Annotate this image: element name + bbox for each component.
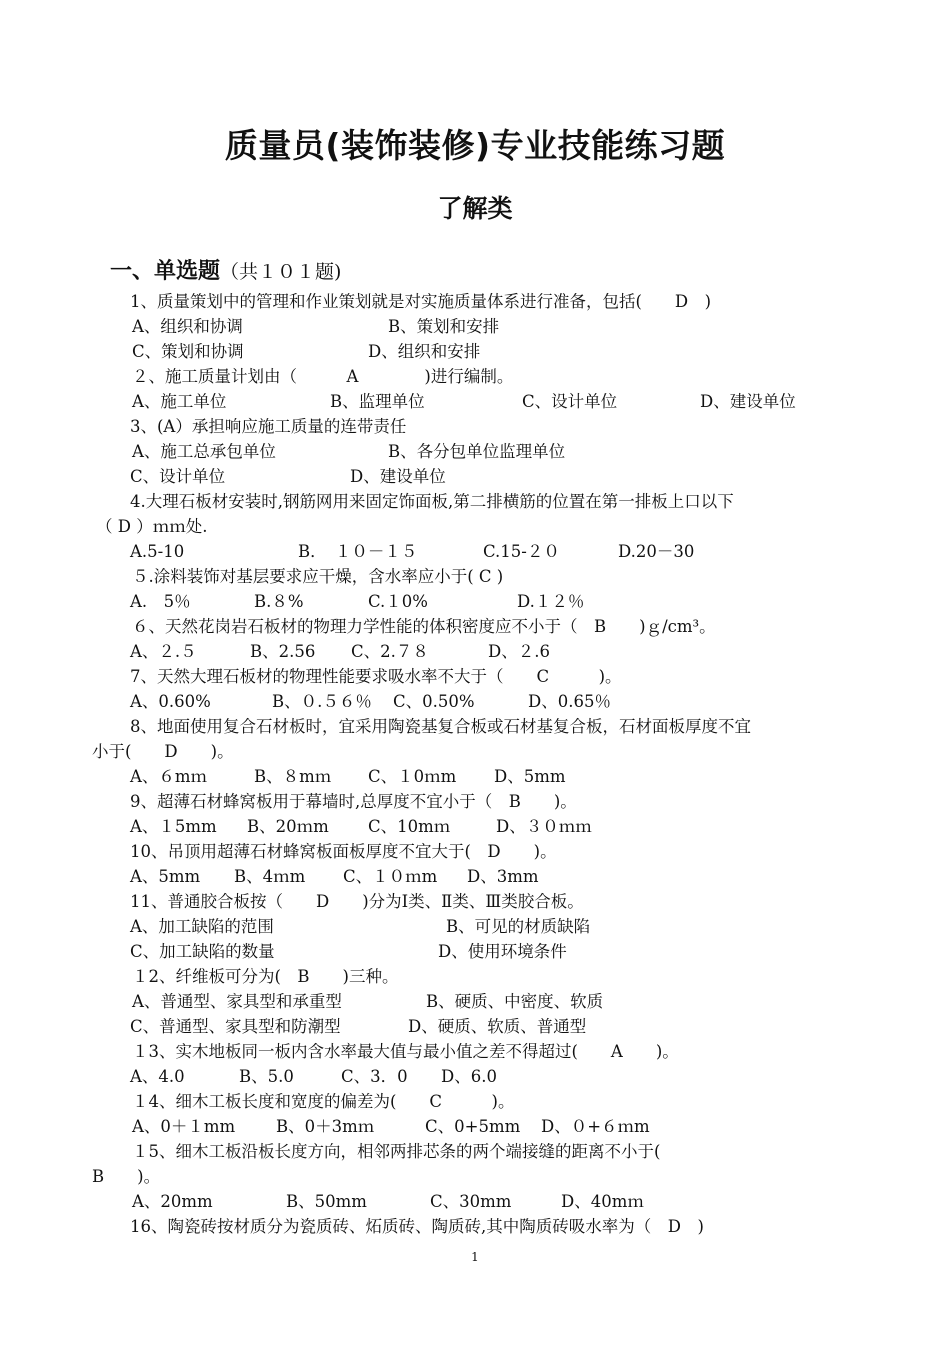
text-line bbox=[0, 1014, 950, 1039]
line-segment: B、50mm bbox=[286, 1192, 367, 1211]
line-segment: A、0.60% bbox=[130, 692, 211, 711]
line-segment: C、2.７８ bbox=[351, 642, 429, 661]
text-line bbox=[0, 664, 950, 689]
text-line bbox=[0, 839, 950, 864]
line-segment: A. 5％ bbox=[130, 592, 191, 611]
text-line bbox=[0, 1189, 950, 1214]
line-segment: A、4.0 bbox=[130, 1067, 185, 1086]
line-segment: ５.涂料装饰对基层要求应干燥，含水率应小于( C ) bbox=[132, 567, 504, 586]
text-line bbox=[0, 1139, 950, 1164]
text-line bbox=[0, 614, 950, 639]
text-line bbox=[0, 714, 950, 739]
text-line bbox=[0, 639, 950, 664]
line-segment: A.5-10 bbox=[130, 542, 185, 561]
line-segment: 8、地面使用复合石材板时，宜采用陶瓷基复合板或石材基复合板，石材面板厚度不宜 bbox=[130, 717, 751, 736]
text-line bbox=[0, 689, 950, 714]
line-segment: A、施工总承包单位 bbox=[132, 442, 276, 461]
line-segment: １3、实木地板同一板内含水率最大值与最小值之差不得超过( A )。 bbox=[132, 1042, 679, 1061]
line-segment: D、硬质、软质、普通型 bbox=[408, 1017, 587, 1036]
line-segment: C、设计单位 bbox=[522, 392, 618, 411]
line-segment: A、施工单位 bbox=[132, 392, 227, 411]
text-line bbox=[0, 314, 950, 339]
line-segment: A、加工缺陷的范围 bbox=[130, 917, 274, 936]
text-line bbox=[0, 789, 950, 814]
section-heading-row bbox=[110, 254, 341, 285]
line-segment: B、20ｍm bbox=[247, 817, 329, 836]
line-segment: C、普通型、家具型和防潮型 bbox=[130, 1017, 341, 1036]
text-line bbox=[0, 389, 950, 414]
line-segment: 4.大理石板材安装时,钢筋网用来固定饰面板,第二排横筋的位置在第一排板上口以下 bbox=[130, 492, 734, 511]
line-segment: C、0.50% bbox=[393, 692, 475, 711]
text-line bbox=[0, 439, 950, 464]
line-segment: B． １０－１５ bbox=[298, 542, 418, 561]
line-segment: B、硬质、中密度、软质 bbox=[426, 992, 604, 1011]
line-segment: D、组织和安排 bbox=[368, 342, 481, 361]
line-segment: D.20－30 bbox=[618, 542, 695, 561]
line-segment: B、监理单位 bbox=[330, 392, 425, 411]
line-segment: D、3mm bbox=[467, 867, 539, 886]
text-line bbox=[0, 939, 950, 964]
line-segment: C、0+5mm bbox=[425, 1117, 521, 1136]
line-segment: １2、纤维板可分为( B )三种。 bbox=[132, 967, 399, 986]
line-segment: C、１0ｍm bbox=[368, 767, 457, 786]
line-segment: D、建设单位 bbox=[700, 392, 796, 411]
section-heading: 一、单选题 bbox=[110, 259, 221, 284]
text-line bbox=[0, 1089, 950, 1114]
section-note: （共１０１题) bbox=[220, 261, 342, 283]
line-segment: １4、细木工板长度和宽度的偏差为( C )。 bbox=[132, 1092, 515, 1111]
text-line bbox=[0, 889, 950, 914]
line-segment: B、各分包单位监理单位 bbox=[388, 442, 566, 461]
line-segment: D、３０ｍｍ bbox=[496, 817, 592, 836]
text-line bbox=[0, 539, 950, 564]
line-segment: A、普通型、家具型和承重型 bbox=[132, 992, 342, 1011]
line-segment: C、策划和协调 bbox=[132, 342, 244, 361]
line-segment: D、0.65％ bbox=[528, 692, 611, 711]
text-line bbox=[0, 814, 950, 839]
line-segment: B、2.56 bbox=[250, 642, 316, 661]
document-subtitle: 了解类 bbox=[437, 194, 513, 223]
line-segment: C.１0% bbox=[368, 592, 428, 611]
line-segment: １5、细木工板沿板长度方向，相邻两排芯条的两个端接缝的距离不小于( bbox=[132, 1142, 661, 1161]
line-segment: C、加工缺陷的数量 bbox=[130, 942, 275, 961]
text-line bbox=[0, 514, 950, 539]
line-segment: D.１２％ bbox=[517, 592, 585, 611]
line-segment: A、１5mm bbox=[130, 817, 217, 836]
line-segment: B、4ｍm bbox=[234, 867, 306, 886]
line-segment: B、８mｍ bbox=[254, 767, 332, 786]
text-line bbox=[0, 1064, 950, 1089]
line-segment: 3、(A）承担响应施工质量的连带责任 bbox=[130, 417, 407, 436]
text-line bbox=[0, 739, 950, 764]
document-title: 质量员(装饰装修)专业技能练习题 bbox=[224, 126, 726, 165]
text-line bbox=[0, 489, 950, 514]
text-line bbox=[0, 1039, 950, 1064]
line-segment: C、30mm bbox=[430, 1192, 512, 1211]
line-segment: 11、普通胶合板按（ D )分为Ⅰ类、Ⅱ类、Ⅲ类胶合板。 bbox=[130, 892, 584, 911]
line-segment: D、6.0 bbox=[441, 1067, 497, 1086]
line-segment: C、10mｍ bbox=[368, 817, 451, 836]
line-segment: B、5.0 bbox=[239, 1067, 294, 1086]
text-line bbox=[0, 964, 950, 989]
line-segment: D、０+６ｍm bbox=[541, 1117, 650, 1136]
line-segment: A、0＋１mm bbox=[132, 1117, 236, 1136]
line-segment: B )。 bbox=[92, 1167, 161, 1186]
line-segment: 小于( D )。 bbox=[92, 742, 234, 761]
page-number: 1 bbox=[471, 1250, 479, 1264]
line-segment: C、设计单位 bbox=[130, 467, 226, 486]
line-segment: ６、天然花岗岩石板材的物理力学性能的体积密度应不小于（ B )ｇ/cm³。 bbox=[132, 617, 716, 636]
text-line bbox=[0, 564, 950, 589]
line-segment: C.15-２０ bbox=[483, 542, 560, 561]
line-segment: 7、天然大理石板材的物理性能要求吸水率不大于（ C )。 bbox=[130, 667, 622, 686]
question-list bbox=[0, 289, 950, 1239]
line-segment: D、建设单位 bbox=[350, 467, 446, 486]
text-line bbox=[0, 364, 950, 389]
text-line bbox=[0, 764, 950, 789]
text-line bbox=[0, 864, 950, 889]
text-line bbox=[0, 914, 950, 939]
line-segment: 10、吊顶用超薄石材蜂窝板面板厚度不宜大于( D )。 bbox=[130, 842, 557, 861]
line-segment: 16、陶瓷砖按材质分为瓷质砖、炻质砖、陶质砖,其中陶质砖吸水率为（ D ) bbox=[130, 1217, 704, 1236]
line-segment: B、策划和安排 bbox=[388, 317, 500, 336]
text-line bbox=[0, 289, 950, 314]
line-segment: C、3．0 bbox=[341, 1067, 408, 1086]
line-segment: A、组织和协调 bbox=[132, 317, 243, 336]
line-segment: ２、施工质量计划由（ A )进行编制。 bbox=[132, 367, 514, 386]
line-segment: D、使用环境条件 bbox=[438, 942, 567, 961]
text-line bbox=[0, 589, 950, 614]
line-segment: A、６mｍ bbox=[130, 767, 208, 786]
text-line bbox=[0, 989, 950, 1014]
text-line bbox=[0, 414, 950, 439]
line-segment: 9、超薄石材蜂窝板用于幕墙时,总厚度不宜小于（ B )。 bbox=[130, 792, 577, 811]
line-segment: B、０.５６％ bbox=[272, 692, 372, 711]
text-line bbox=[0, 1214, 950, 1239]
line-segment: D、5mm bbox=[494, 767, 566, 786]
line-segment: B.８% bbox=[254, 592, 304, 611]
line-segment: B、0＋3mｍ bbox=[276, 1117, 375, 1136]
line-segment: D、２.6 bbox=[488, 642, 550, 661]
text-line bbox=[0, 1164, 950, 1189]
line-segment: B、可见的材质缺陷 bbox=[446, 917, 591, 936]
line-segment: （ D ）ｍｍ处. bbox=[96, 517, 208, 536]
line-segment: 1、质量策划中的管理和作业策划就是对实施质量体系进行准备，包括( D ) bbox=[130, 292, 712, 311]
line-segment: A、２.５ bbox=[130, 642, 197, 661]
line-segment: D、40mｍ bbox=[561, 1192, 644, 1211]
line-segment: A、20mm bbox=[132, 1192, 213, 1211]
text-line bbox=[0, 464, 950, 489]
line-segment: C、１０ｍm bbox=[343, 867, 438, 886]
text-line bbox=[0, 339, 950, 364]
line-segment: A、5mm bbox=[130, 867, 201, 886]
text-line bbox=[0, 1114, 950, 1139]
